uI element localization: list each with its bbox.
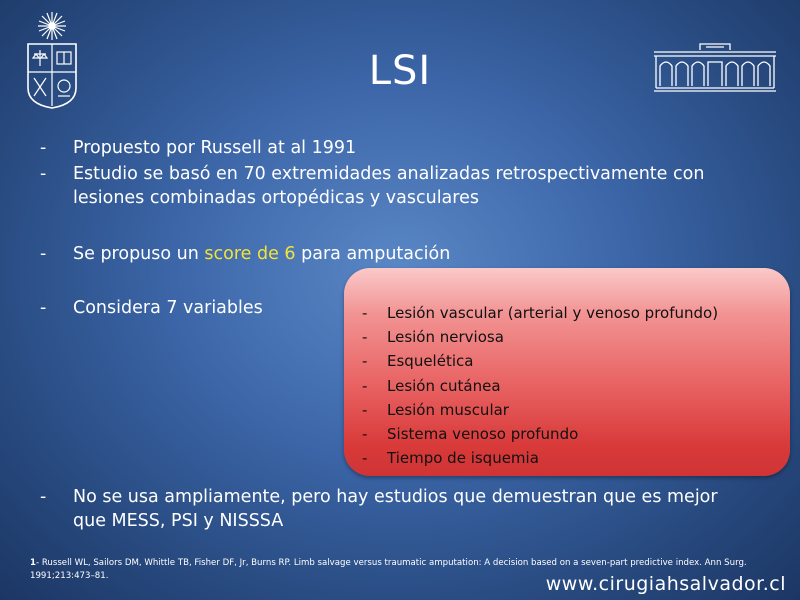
score-highlight: score de 6 bbox=[204, 244, 296, 264]
bullet-text: No se usa ampliamente, pero hay estudios que demuestran que es mejor que MESS, PSI y NISSSA bbox=[73, 487, 718, 531]
bullet-proposed-by bbox=[40, 136, 753, 160]
list-dash: - bbox=[362, 425, 368, 444]
bullet-text-before: Se propuso un bbox=[73, 244, 205, 264]
bullet-conclusion bbox=[40, 485, 753, 533]
bullet-text: Estudio se basó en 70 extremidades analizadas retrospectivamente con lesiones combinadas ortopédicas y vasculares bbox=[73, 164, 705, 208]
website-url: www.cirugiahsalvador.cl bbox=[545, 573, 786, 595]
bullet-dash: - bbox=[40, 164, 47, 184]
slide-title: LSI bbox=[368, 48, 432, 94]
reference-number: 1 bbox=[30, 558, 36, 568]
list-item bbox=[362, 349, 718, 373]
bullet-dash: - bbox=[40, 298, 47, 318]
bullet-variables bbox=[40, 296, 353, 320]
bullet-score bbox=[40, 242, 753, 266]
variable-text: Lesión vascular (arterial y venoso profundo) bbox=[387, 304, 719, 322]
bullet-text-after: para amputación bbox=[295, 244, 451, 264]
reference-text: - Russell WL, Sailors DM, Whittle TB, Fisher DF, Jr, Burns RP. Limb salvage versus traumatic amputation: A decision based on a seven-part predictive index. Ann Surg. 1991;213:473–81. bbox=[30, 558, 747, 581]
list-item bbox=[362, 325, 718, 349]
list-dash: - bbox=[362, 328, 368, 347]
bullet-dash: - bbox=[40, 487, 47, 507]
bullet-text: Considera 7 variables bbox=[73, 298, 263, 318]
bullet-text: Propuesto por Russell at al 1991 bbox=[73, 138, 357, 158]
list-item bbox=[362, 398, 718, 422]
list-dash: - bbox=[362, 304, 368, 322]
variable-text: Esquelética bbox=[387, 352, 474, 371]
variable-text: Sistema venoso profundo bbox=[387, 425, 579, 444]
bullet-text bbox=[73, 242, 753, 266]
variable-text: Lesión muscular bbox=[387, 400, 509, 419]
bullet-dash: - bbox=[40, 244, 47, 264]
variables-list bbox=[362, 301, 718, 470]
list-item bbox=[362, 446, 718, 470]
list-item bbox=[362, 374, 718, 398]
variable-text: Lesión cutánea bbox=[387, 376, 501, 395]
list-dash: - bbox=[362, 400, 368, 419]
variable-text: Tiempo de isquemia bbox=[387, 449, 539, 468]
bullet-study-basis bbox=[40, 162, 753, 210]
list-dash: - bbox=[362, 449, 368, 468]
variables-box bbox=[344, 268, 790, 476]
bullet-dash: - bbox=[40, 138, 47, 158]
list-dash: - bbox=[362, 352, 368, 371]
list-item bbox=[362, 301, 718, 325]
list-dash: - bbox=[362, 376, 368, 395]
variable-text: Lesión nerviosa bbox=[387, 328, 504, 347]
list-item bbox=[362, 422, 718, 446]
